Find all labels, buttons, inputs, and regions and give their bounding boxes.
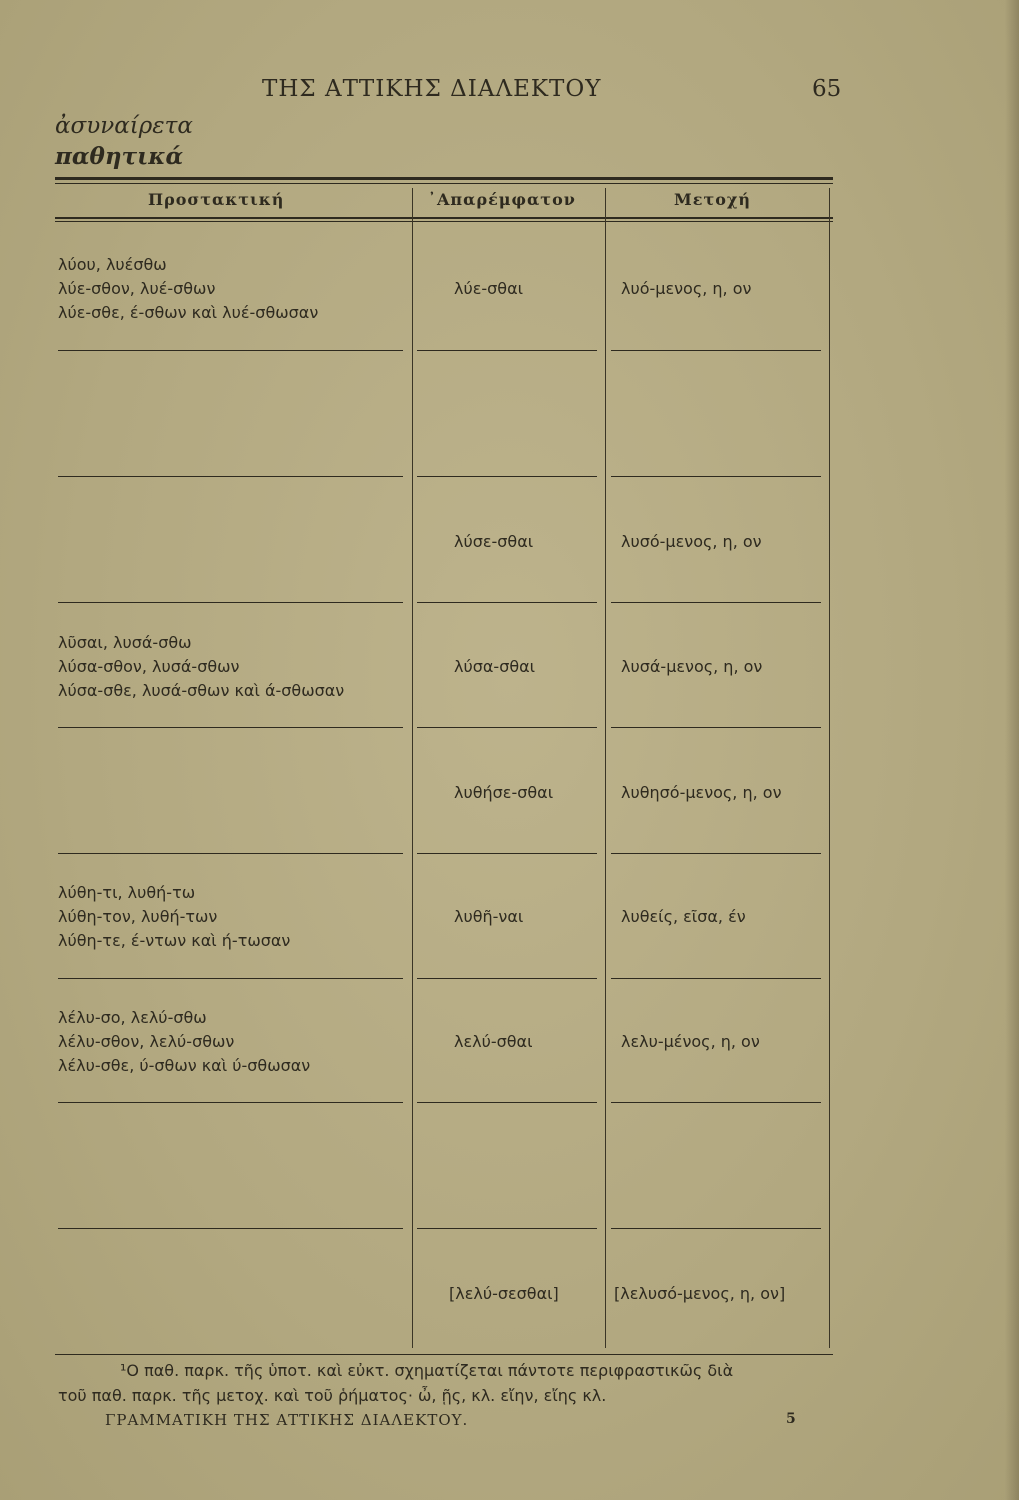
row-separator bbox=[58, 727, 403, 728]
imperative-line: λῦσαι, λυσά-σθω bbox=[58, 633, 192, 652]
footnote-rule bbox=[55, 1354, 833, 1355]
row-separator bbox=[417, 853, 597, 854]
imperative-line: λέλυ-σθε, ύ-σθων καὶ ύ-σθωσαν bbox=[58, 1056, 311, 1075]
column-divider-2 bbox=[605, 188, 606, 1348]
row-separator bbox=[417, 1102, 597, 1103]
imperative-line: λύσα-σθε, λυσά-σθων καὶ ά-σθωσαν bbox=[58, 681, 345, 700]
infinitive-cell: λελύ-σθαι bbox=[454, 1032, 533, 1051]
row-separator bbox=[58, 350, 403, 351]
row-separator bbox=[58, 853, 403, 854]
row-separator bbox=[58, 1102, 403, 1103]
column-header-infinitive: ᾿Απαρέμφατον bbox=[428, 190, 576, 209]
imperative-line: λύθη-τι, λυθή-τω bbox=[58, 883, 196, 902]
imperative-line: λύθη-τε, έ-ντων καὶ ή-τωσαν bbox=[58, 931, 291, 950]
row-separator bbox=[58, 602, 403, 603]
imperative-line: λύε-σθε, έ-σθων καὶ λυέ-σθωσαν bbox=[58, 303, 319, 322]
infinitive-cell: λυθήσε-σθαι bbox=[454, 783, 554, 802]
infinitive-cell: [λελύ-σεσθαι] bbox=[449, 1284, 559, 1303]
right-border bbox=[829, 188, 830, 1348]
participle-cell: λυσό-μενος, η, ον bbox=[621, 532, 762, 551]
running-title: ΤΗΣ ΑΤΤΙΚΗΣ ΔΙΑΛΕΚΤΟΥ bbox=[262, 76, 602, 102]
participle-cell: λυό-μενος, η, ον bbox=[621, 279, 752, 298]
participle-cell: λυσά-μενος, η, ον bbox=[621, 657, 763, 676]
row-separator bbox=[611, 350, 821, 351]
row-separator bbox=[58, 1228, 403, 1229]
header-rule-1 bbox=[55, 217, 833, 219]
participle-cell: λυθείς, εῖσα, έν bbox=[621, 907, 746, 926]
row-separator bbox=[58, 978, 403, 979]
infinitive-cell: λυθῆ-ναι bbox=[454, 907, 524, 926]
imperative-line: λύσα-σθον, λυσά-σθων bbox=[58, 657, 240, 676]
margin-label-uncontracted: ἀσυναίρετα bbox=[55, 113, 193, 139]
row-separator bbox=[417, 350, 597, 351]
row-separator bbox=[611, 1102, 821, 1103]
top-rule-thick bbox=[55, 177, 833, 180]
row-separator bbox=[611, 853, 821, 854]
infinitive-cell: λύσε-σθαι bbox=[454, 532, 534, 551]
column-header-imperative: Προστακτική bbox=[148, 190, 285, 209]
participle-cell: λυθησό-μενος, η, ον bbox=[621, 783, 782, 802]
participle-cell: [λελυσό-μενος, η, ον] bbox=[614, 1284, 786, 1303]
row-separator bbox=[417, 978, 597, 979]
row-separator bbox=[611, 476, 821, 477]
signature-mark: 5 bbox=[786, 1411, 796, 1427]
row-separator bbox=[611, 727, 821, 728]
row-separator bbox=[417, 727, 597, 728]
column-header-participle: Μετοχή bbox=[674, 190, 752, 209]
row-separator bbox=[417, 476, 597, 477]
row-separator bbox=[417, 602, 597, 603]
row-separator bbox=[611, 1228, 821, 1229]
row-separator bbox=[417, 1228, 597, 1229]
infinitive-cell: λύε-σθαι bbox=[454, 279, 524, 298]
footnote-line-2: τοῦ παθ. παρκ. τῆς μετοχ. καὶ τοῦ ῥήματος· ὦ, ῇς, κλ. εἴην, εἴης κλ. bbox=[58, 1386, 607, 1405]
margin-label-passive: παθητικά bbox=[55, 143, 184, 170]
imperative-line: λέλυ-σο, λελύ-σθω bbox=[58, 1008, 207, 1027]
imperative-line: λύθη-τον, λυθή-των bbox=[58, 907, 218, 926]
page-number: 65 bbox=[812, 76, 842, 102]
imperative-line: λύου, λυέσθω bbox=[58, 255, 167, 274]
signature-colophon: ΓΡΑΜΜΑΤΙΚΗ ΤΗΣ ΑΤΤΙΚΗΣ ΔΙΑΛΕΚΤΟΥ. bbox=[105, 1411, 469, 1429]
imperative-line: λέλυ-σθον, λελύ-σθων bbox=[58, 1032, 235, 1051]
footnote-line-1: ¹Ο παθ. παρκ. τῆς ὑποτ. καὶ εὐκτ. σχηματίζεται πάντοτε περιφραστικῶς διὰ bbox=[120, 1361, 734, 1380]
page-edge-shadow bbox=[1005, 0, 1019, 1500]
top-rule-thin bbox=[55, 183, 833, 184]
participle-cell: λελυ-μένος, η, ον bbox=[621, 1032, 760, 1051]
column-divider-1 bbox=[412, 188, 413, 1348]
row-separator bbox=[611, 978, 821, 979]
infinitive-cell: λύσα-σθαι bbox=[454, 657, 536, 676]
imperative-line: λύε-σθον, λυέ-σθων bbox=[58, 279, 216, 298]
row-separator bbox=[611, 602, 821, 603]
row-separator bbox=[58, 476, 403, 477]
header-rule-2 bbox=[55, 221, 833, 222]
